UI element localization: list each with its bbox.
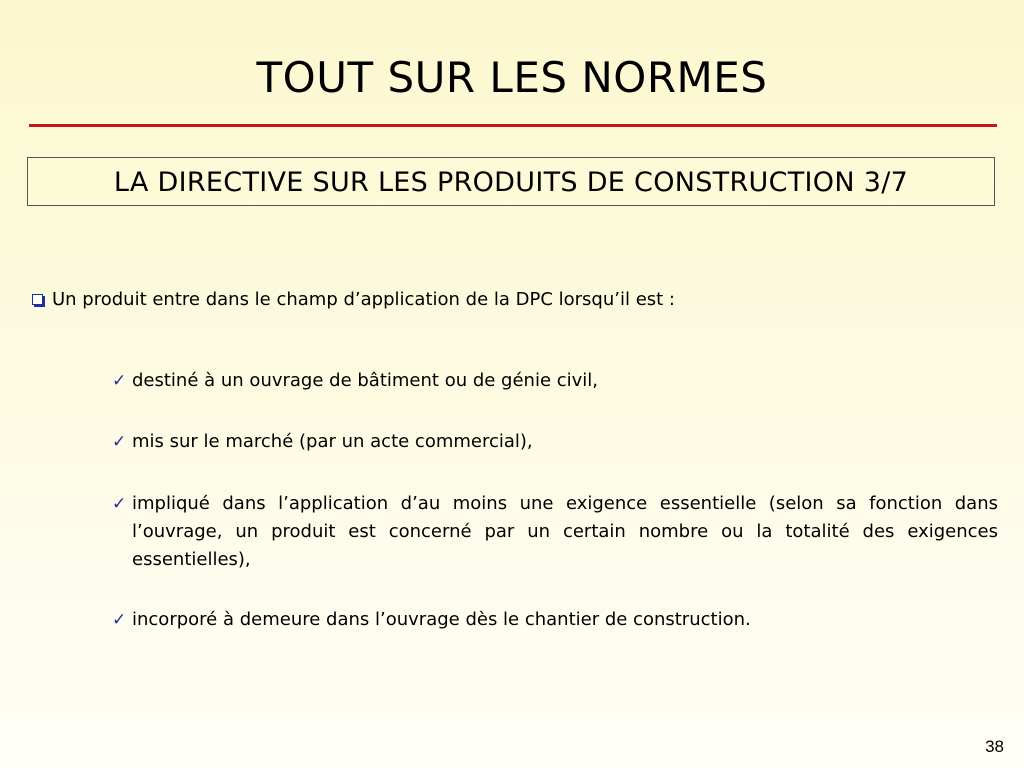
list-item (112, 606, 998, 634)
title-divider (29, 124, 997, 127)
intro-text: Un produit entre dans le champ d’application de la DPC lorsqu’il est : (52, 289, 675, 310)
checkmark-icon: ✓ (112, 432, 127, 452)
list-item-text: mis sur le marché (par un acte commercial), (132, 431, 533, 452)
page-number: 38 (985, 737, 1004, 756)
list-item-text: incorporé à demeure dans l’ouvrage dès le chantier de construction. (132, 609, 751, 630)
checkmark-icon: ✓ (112, 610, 127, 630)
list-item-text: destiné à un ouvrage de bâtiment ou de génie civil, (132, 370, 599, 391)
list-item (112, 367, 998, 395)
checkmark-icon: ✓ (112, 494, 127, 514)
intro-paragraph (32, 287, 675, 313)
section-heading: LA DIRECTIVE SUR LES PRODUITS DE CONSTRUCTION 3/7 (27, 157, 995, 206)
list-item-text: impliqué dans l’application d’au moins une exigence essentielle (selon sa fonction dans l’ouvrage, un produit est concerné par un certain nombre ou la totalité des exigences essentielles), (132, 493, 998, 570)
checkmark-icon: ✓ (112, 371, 127, 391)
list-item (112, 428, 998, 456)
list-item (112, 490, 998, 574)
square-bullet-icon (32, 294, 43, 305)
slide-title: TOUT SUR LES NORMES (256, 53, 768, 102)
